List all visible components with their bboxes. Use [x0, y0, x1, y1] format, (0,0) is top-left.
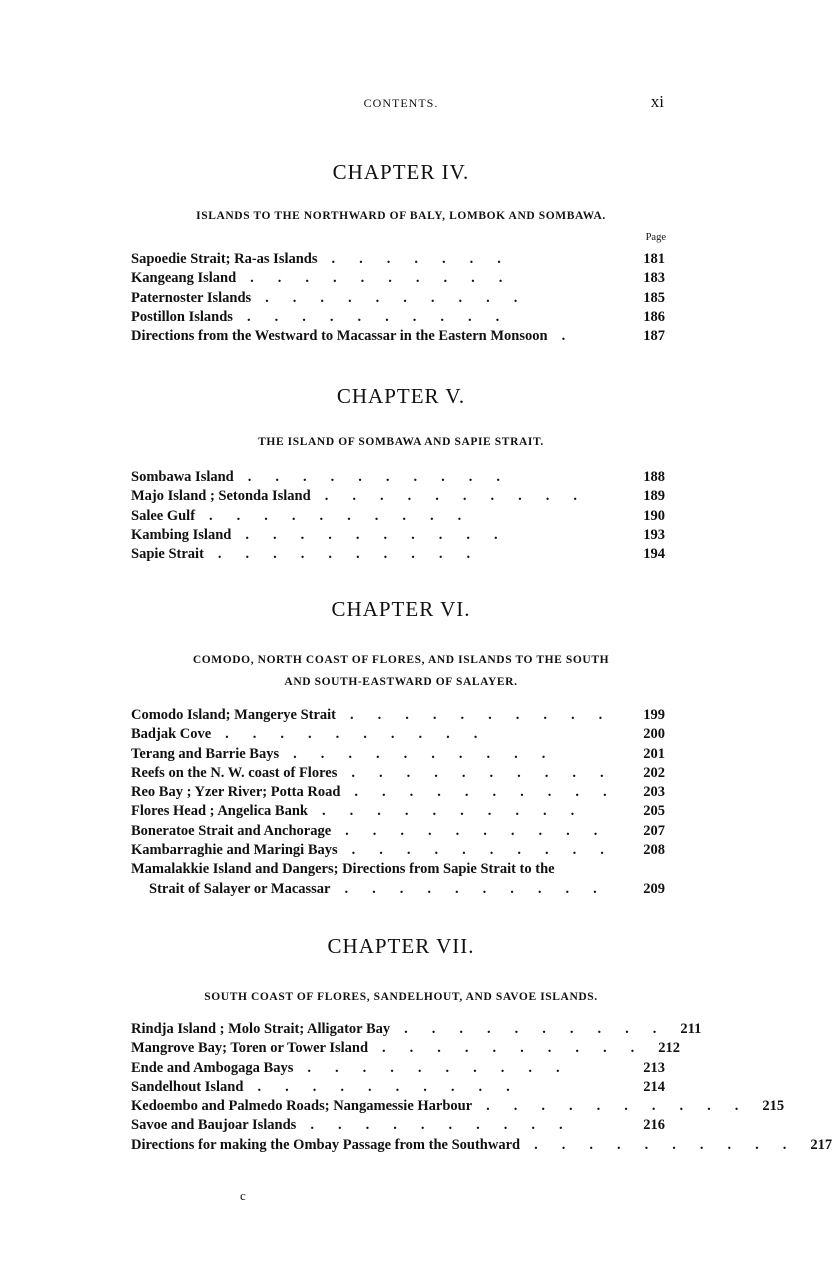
toc-entry[interactable]: Badjak Cove .......... 200	[131, 725, 665, 744]
page-column-label: Page	[645, 232, 666, 243]
toc-entry-page: 205	[643, 803, 665, 820]
toc-entry-page: 213	[643, 1059, 665, 1076]
toc-entry-page: 194	[643, 546, 665, 563]
chapter-heading: CHAPTER V.	[336, 384, 466, 408]
toc-entry-page: 209	[643, 880, 665, 897]
toc-entry[interactable]: Rindja Island ; Molo Strait; Alligator Bay .......... 211	[131, 1020, 665, 1039]
toc-entry-title: Boneratoe Strait and Anchorage	[131, 822, 332, 839]
toc-entry-title: Reefs on the N. W. coast of Flores	[131, 764, 338, 781]
running-head	[0, 92, 802, 116]
toc-entry[interactable]: Kambarraghie and Maringi Bays .......... 208	[131, 841, 665, 860]
page-number: xi	[650, 92, 664, 111]
toc-entry[interactable]: Savoe and Baujoar Islands .......... 216	[131, 1116, 665, 1135]
toc-entry-title: Directions for making the Ombay Passage from the Southward	[131, 1136, 521, 1153]
chapter-subtitle: COMODO, NORTH COAST OF FLORES, AND ISLANDS TO THE SOUTH	[192, 654, 610, 666]
toc-entry-page: 214	[643, 1078, 665, 1095]
chapter-subtitle: SOUTH COAST OF FLORES, SANDELHOUT, AND SAVOE ISLANDS.	[204, 991, 598, 1003]
toc-entry-title: Paternoster Islands	[131, 289, 252, 306]
toc-entry-title: Sapoedie Strait; Ra-as Islands	[131, 251, 318, 267]
toc-entry-page: 212	[658, 1040, 681, 1057]
toc-entry-page: 215	[762, 1098, 785, 1115]
toc-entry-title: Flores Head ; Angelica Bank	[131, 803, 308, 820]
catchword: c	[240, 1188, 246, 1203]
toc-entry[interactable]: Postillon Islands .......... 186	[131, 308, 665, 327]
toc-entry-title: Badjak Cove	[131, 726, 212, 743]
toc-entry-page: 183	[643, 270, 665, 287]
chapter-subtitle: ISLANDS TO THE NORTHWARD OF BALY, LOMBOK AND SOMBAWA.	[196, 210, 606, 222]
toc-entry-title: Sapie Strait	[131, 546, 204, 563]
toc-entry-page: 186	[643, 308, 665, 325]
toc-entry[interactable]: Sapie Strait .......... 194	[131, 545, 665, 564]
toc-entry-title: Mangrove Bay; Toren or Tower Island	[131, 1040, 369, 1057]
toc-entry-page: 181	[643, 251, 665, 267]
toc-entry-title: Salee Gulf	[131, 507, 196, 524]
toc-entry[interactable]: Terang and Barrie Bays .......... 201	[131, 745, 665, 764]
toc-entry[interactable]: Directions for making the Ombay Passage from the Southward .......... 217	[131, 1136, 665, 1155]
toc-entry-page: 216	[643, 1117, 665, 1134]
toc-entry[interactable]: Ende and Ambogaga Bays .......... 213	[131, 1059, 665, 1078]
chapter-heading: CHAPTER IV.	[332, 160, 470, 184]
toc-entry-page: 190	[643, 507, 665, 524]
chapter-heading: CHAPTER VII.	[327, 934, 475, 958]
toc-entry-page: 188	[643, 469, 665, 485]
toc-entry[interactable]: Majo Island ; Setonda Island .......... 189	[131, 487, 665, 506]
toc-entry-title: Rindja Island ; Molo Strait; Alligator Bay	[131, 1021, 391, 1037]
toc-entry-page: 208	[643, 842, 665, 859]
toc-entry-title: Kangeang Island	[131, 270, 237, 287]
toc-entry-title: Kedoembo and Palmedo Roads; Nangamessie Harbour	[131, 1098, 473, 1115]
toc-entry[interactable]	[131, 860, 665, 879]
toc-entry-page: 211	[680, 1021, 702, 1037]
toc-entry-page: 201	[643, 745, 665, 762]
toc-entry[interactable]: Mangrove Bay; Toren or Tower Island .......... 212	[131, 1039, 665, 1058]
toc-entry-title: Strait of Salayer or Macassar	[149, 880, 331, 897]
toc-entry-title: Sombawa Island	[131, 469, 234, 485]
toc-entry[interactable]: Kedoembo and Palmedo Roads; Nangamessie Harbour .......... 215	[131, 1097, 665, 1116]
toc-entry[interactable]: Boneratoe Strait and Anchorage .......... 207	[131, 822, 665, 841]
toc-entry-title: Reo Bay ; Yzer River; Potta Road	[131, 784, 341, 801]
toc-entry-title: Mamalakkie Island and Dangers; Directions from Sapie Strait to the	[131, 861, 555, 878]
toc-entry[interactable]: Salee Gulf .......... 190	[131, 507, 665, 526]
toc-entry-title: Savoe and Baujoar Islands	[131, 1117, 297, 1134]
toc-entry-page: 207	[643, 822, 665, 839]
toc-entry[interactable]: Paternoster Islands .......... 185	[131, 289, 665, 308]
toc-entry-title: Ende and Ambogaga Bays	[131, 1059, 294, 1076]
toc-entry[interactable]: Kangeang Island .......... 183	[131, 269, 665, 288]
toc-entry-title: Directions from the Westward to Macassar in the Eastern Monsoon	[131, 328, 548, 345]
toc-entry-page: 203	[643, 784, 665, 801]
toc-entry-title: Sandelhout Island	[131, 1078, 244, 1095]
toc-entry-title: Postillon Islands	[131, 308, 233, 325]
toc-entry[interactable]: Comodo Island; Mangerye Strait .......... 199	[131, 706, 665, 725]
chapter-subtitle: THE ISLAND OF SOMBAWA AND SAPIE STRAIT.	[258, 436, 544, 448]
toc-entry[interactable]: Sandelhout Island .......... 214	[131, 1078, 665, 1097]
running-title: CONTENTS.	[363, 96, 439, 110]
toc-entry-title: Kambing Island	[131, 526, 232, 543]
toc-entry[interactable]: Kambing Island .......... 193	[131, 526, 665, 545]
chapter-subtitle: AND SOUTH-EASTWARD OF SALAYER.	[284, 676, 518, 688]
toc-list	[131, 468, 665, 564]
toc-entry-page: 185	[643, 289, 665, 306]
toc-entry-page: 217	[810, 1136, 832, 1153]
toc-list	[131, 706, 665, 899]
toc-entry-title: Terang and Barrie Bays	[131, 745, 280, 762]
toc-list	[131, 1020, 832, 1155]
toc-entry-title: Kambarraghie and Maringi Bays	[131, 842, 338, 859]
toc-list	[131, 250, 665, 346]
toc-entry-page: 189	[643, 488, 665, 505]
chapter-heading: CHAPTER VI.	[331, 597, 471, 621]
toc-entry-page: 202	[643, 764, 665, 781]
toc-entry[interactable]: Flores Head ; Angelica Bank .......... 205	[131, 802, 665, 821]
toc-entry[interactable]: Directions from the Westward to Macassar in the Eastern Monsoon . 187	[131, 327, 665, 346]
toc-entry[interactable]: Reefs on the N. W. coast of Flores .......... 202	[131, 764, 665, 783]
toc-entry-title: Majo Island ; Setonda Island	[131, 488, 311, 505]
toc-entry-page: 187	[643, 328, 665, 345]
toc-entry-page: 199	[643, 707, 665, 723]
toc-entry[interactable]: Sapoedie Strait; Ra-as Islands ....... 181	[131, 250, 665, 269]
toc-entry-page: 200	[643, 726, 665, 743]
toc-entry-page: 193	[643, 526, 665, 543]
toc-entry[interactable]: Sombawa Island .......... 188	[131, 468, 665, 487]
toc-entry-title: Comodo Island; Mangerye Strait	[131, 707, 337, 723]
toc-entry[interactable]: Reo Bay ; Yzer River; Potta Road .......... 203	[131, 783, 665, 802]
toc-entry-continuation[interactable]: Strait of Salayer or Macassar .......... 209	[131, 880, 665, 899]
